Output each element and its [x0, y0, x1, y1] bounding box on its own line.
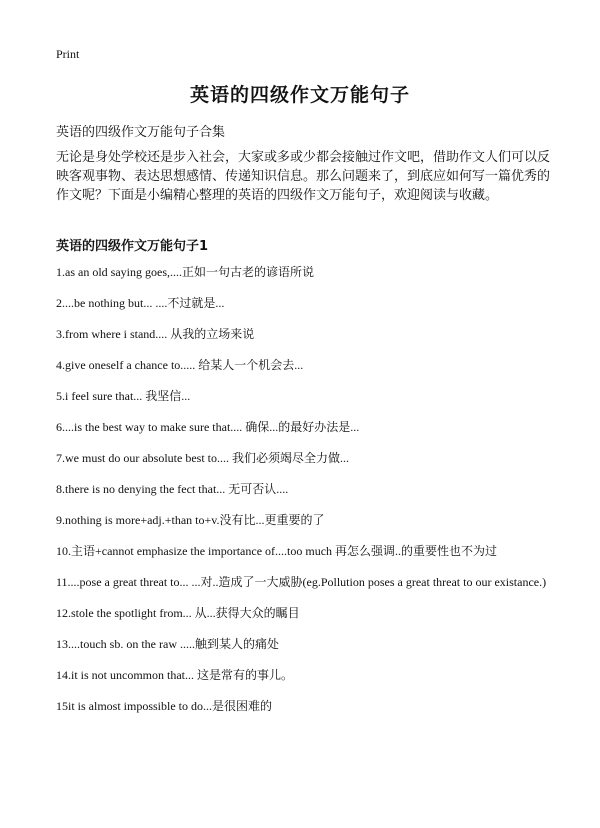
list-item: 4.give oneself a chance to..... 给某人一个机会去... — [56, 358, 304, 372]
list-item: 12.stole the spotlight from... 从...获得大众的瞩目 — [56, 606, 300, 620]
sentence-list — [56, 263, 556, 728]
list-item: 1.as an old saying goes,....正如一句古老的谚语所说 — [56, 265, 314, 279]
section-heading: 英语的四级作文万能句子1 — [56, 239, 209, 254]
print-link[interactable]: Print — [56, 47, 80, 61]
intro-paragraph: 无论是身处学校还是步入社会，大家或多或少都会接触过作文吧，借助作文人们可以反映客观事物、表达思想感情、传递知识信息。那么问题来了，到底应如何写一篇优秀的作文呢？下面是小编精心整理的英语的四级作文万能句子，欢迎阅读与收藏。 — [56, 150, 551, 203]
list-item: 7.we must do our absolute best to.... 我们必须竭尽全力做... — [56, 451, 349, 465]
list-item: 14.it is not uncommon that... 这是常有的事儿。 — [56, 668, 293, 682]
list-item: 6....is the best way to make sure that.... 确保...的最好办法是... — [56, 420, 360, 434]
list-item: 15it is almost impossible to do...是很困难的 — [56, 699, 273, 713]
page-title: 英语的四级作文万能句子 — [189, 84, 410, 106]
list-item: 2....be nothing but... ....不过就是... — [56, 296, 225, 310]
list-item: 5.i feel sure that... 我坚信... — [56, 389, 191, 403]
list-item: 13....touch sb. on the raw .....触到某人的痛处 — [56, 637, 279, 651]
list-item: 3.from where i stand.... 从我的立场来说 — [56, 327, 255, 341]
list-item: 11....pose a great threat to... ...对..造成了一大威胁(eg.Pollution poses a great threat to our existance.) — [56, 575, 547, 589]
list-item: 9.nothing is more+adj.+than to+v.没有比...更重要的了 — [56, 513, 325, 527]
document-subtitle: 英语的四级作文万能句子合集 — [56, 125, 226, 140]
list-item: 10.主语+cannot emphasize the importance of....too much 再怎么强调..的重要性也不为过 — [56, 544, 498, 558]
list-item: 8.there is no denying the fect that... 无可否认.... — [56, 482, 289, 496]
